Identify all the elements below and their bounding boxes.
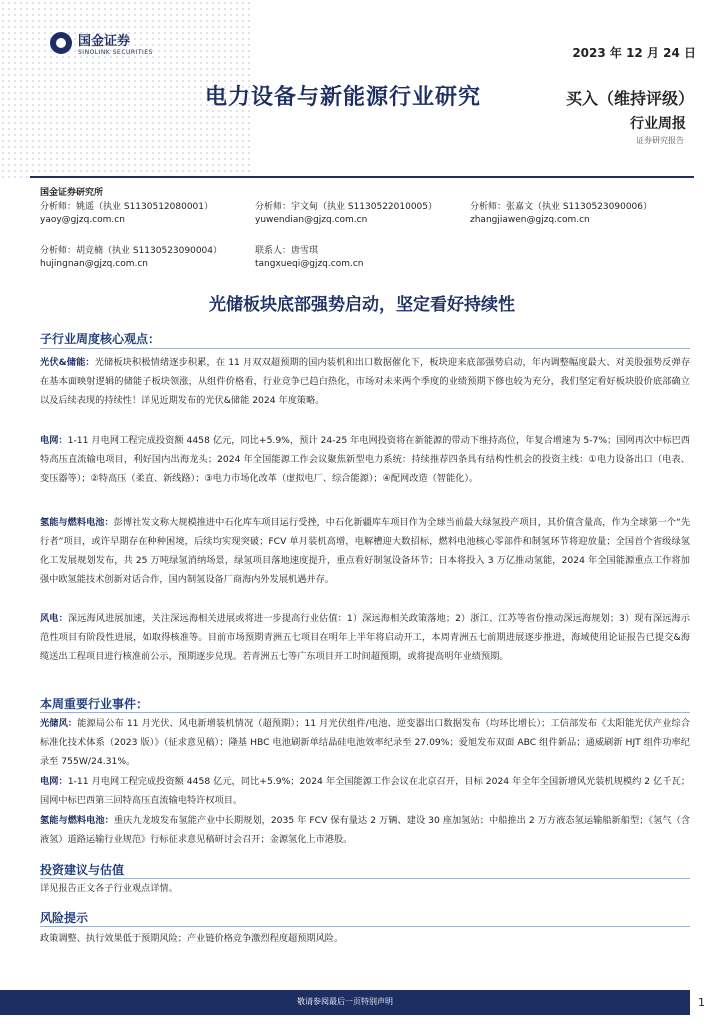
- core-paragraph-grid: [40, 431, 690, 488]
- section-heading-events: 本周重要行业事件：: [40, 697, 149, 711]
- risk-paragraph: 政策调整、执行效果低于预期风险；产业链价格竞争激烈程度超预期风险。: [40, 933, 344, 944]
- para-text: 光储板块积极情绪逐步积累，在 11 月双双超预期的国内装机和出口数据催化下，板块迎来底部强势启动，年内调整幅度最大、对美股强势反弹存在基本面映射逻辑的储能子板块领涨，从组件价格看，行业竞争已趋白热化，市场对未来两个季度的业绩预期下修也较为充分，我们坚定看好板块股价底部确立以及后续表现的持续性！详见近期发布的光伏&储能 2024 年度策略。: [40, 357, 691, 406]
- para-label: 氢能与燃料电池：: [40, 815, 114, 826]
- brand-logo: [50, 30, 153, 56]
- para-label: 风电：: [40, 613, 68, 624]
- brand-name-en: SINOLINK SECURITIES: [78, 49, 153, 56]
- para-text: 1-11 月电网工程完成投资额 4458 亿元，同比+5.9%，预计 24-25 年电网投资将在新能源的带动下维持高位，年复合增速为 5-7%；国网再次中标巴西特高压直流输电项目，利好国内出海龙头；2024 年全国能源工作会议聚焦新型电力系统：持续推荐四条具有结构性机会的投资主线：①电力设备出口（电表、变压器等）；②特高压（柔直、新线路）；③电力市场化改革（虚拟电厂、综合能源）；④配网改造（智能化）。: [40, 435, 690, 484]
- para-text: 1-11 月电网工程完成投资额 4458 亿元，同比+5.9%；2024 年全国能源工作会议在北京召开，目标 2024 年全年全国新增风光装机规模约 2 亿千瓦；国网中标巴西第三回特高压直流输电特许权项目。: [40, 776, 691, 806]
- para-text: 彭博社发文称大规模推进中石化库车项目运行受挫，中石化新疆库车项目作为全球当前最大绿氢投产项目，其价值含量高，作为全球第一个“先行者”项目，或许早期存在种种困境，后续均实现突破；FCV 单月装机高增，电解槽迎大数招标，燃料电池核心零部件和制氢环节将迎放量；全国首个省级绿氢化工发展规划发布，共 25 万吨绿氢消纳场景，绿氢项目落地速度提升，重点看好制氢设备环节；日本将投入 3 万亿推动氢能，2024 年全国能源重点工作将加强中欧氢能技术创新对话合作，国内制氢设备厂商海内外发展机遇并存。: [40, 517, 691, 585]
- para-label: 光伏&储能：: [40, 357, 95, 368]
- institution-name: 国金证券研究所: [40, 188, 104, 198]
- analyst-email[interactable]: zhangjiawen@gjzq.com.cn: [470, 215, 590, 225]
- analyst-email[interactable]: hujingnan@gjzq.com.cn: [40, 259, 148, 269]
- event-paragraph-grid: [40, 772, 690, 810]
- core-paragraph-pv: [40, 353, 690, 410]
- analyst-email[interactable]: yuwendian@gjzq.com.cn: [255, 215, 368, 225]
- para-label: 电网：: [40, 435, 68, 446]
- analyst-role: 分析师：张嘉文（执业 S1130523090006）: [470, 202, 653, 212]
- analyst-email[interactable]: yaoy@gjzq.com.cn: [40, 215, 125, 225]
- event-paragraph-pv: [40, 714, 690, 771]
- para-text: 能源局公布 11 月光伏、风电新增装机情况（超预期）；11 月光伏组件/电池、逆变器出口数据发布（均环比增长）；工信部发布《太阳能光伏产业综合标准化技术体系（2023 版）》（征求意见稿）；隆基 HBC 电池刷新单结晶硅电池效率纪录至 27.09%；爱旭发布双面 ABC 组件新品；通威刷新 HJT 组件功率纪录至 755W/24.31%。: [40, 718, 691, 767]
- para-label: 电网：: [40, 776, 68, 787]
- event-paragraph-hydrogen: [40, 811, 690, 849]
- main-title: 光储板块底部强势启动，坚定看好持续性: [209, 295, 515, 315]
- para-label: 光储风：: [40, 718, 78, 729]
- section-heading-advice: 投资建议与估值: [40, 863, 125, 877]
- advice-paragraph: 详见报告正文各子行业观点详情。: [40, 883, 178, 894]
- para-label: 氢能与燃料电池：: [40, 517, 114, 528]
- section-divider: [40, 926, 690, 927]
- doc-subtype-label: 证券研究报告: [636, 136, 684, 145]
- header-divider: [30, 176, 694, 178]
- core-paragraph-wind: [40, 609, 690, 666]
- footer-disclaimer: 敬请参阅最后一页特别声明: [297, 997, 393, 1006]
- analyst-role: 分析师：宇文甸（执业 S1130522010005）: [255, 202, 438, 212]
- para-text: 重庆九龙坡发布氢能产业中长期规划，2035 年 FCV 保有量达 2 万辆、建设 30 座加氢站；中船推出 2 万方液态氢运输船新船型；《氢气（含液氢）道路运输行业规范》行标征求意见稿研讨会召开；金源氢化上市港股。: [40, 815, 691, 845]
- analyst-role: 分析师：胡竞楠（执业 S1130523090004）: [40, 246, 223, 256]
- doc-type-label: 行业周报: [630, 116, 686, 132]
- contact-email[interactable]: tangxueqi@gjzq.com.cn: [255, 259, 364, 269]
- para-text: 深远海风进展加速，关注深远海相关进展或将进一步提高行业估值：1）深远海相关政策落地；2）浙江、江苏等省份推动深远海规划；3）现有深远海示范性项目有阶段性进展，如取得核准等。目前市场预期青洲五七项目在明年上半年将启动开工，本周青洲五七前期进展逐步推进，海域使用论证报告已提交&海缆送出工程项目进行核准前公示，预期逐步兑现。若青洲五七等广东项目开工时间超预期，或将提高明年业绩预期。: [40, 613, 690, 662]
- page-number: 1: [698, 996, 705, 1009]
- report-title: 电力设备与新能源行业研究: [205, 85, 482, 110]
- section-divider: [40, 348, 690, 349]
- section-heading-core: 子行业周度核心观点：: [40, 332, 161, 346]
- contact-role: 联系人：唐雪琪: [255, 246, 319, 256]
- rating-label: 买入（维持评级）: [565, 89, 694, 108]
- core-paragraph-hydrogen: [40, 513, 690, 589]
- analyst-role: 分析师：姚遥（执业 S1130512080001）: [40, 202, 214, 212]
- brand-name-cn: 国金证券: [78, 34, 131, 49]
- report-date: 2023 年 12 月 24 日: [572, 46, 696, 60]
- section-divider: [40, 712, 690, 713]
- brand-logo-icon: [50, 32, 72, 54]
- section-heading-risk: 风险提示: [40, 911, 89, 925]
